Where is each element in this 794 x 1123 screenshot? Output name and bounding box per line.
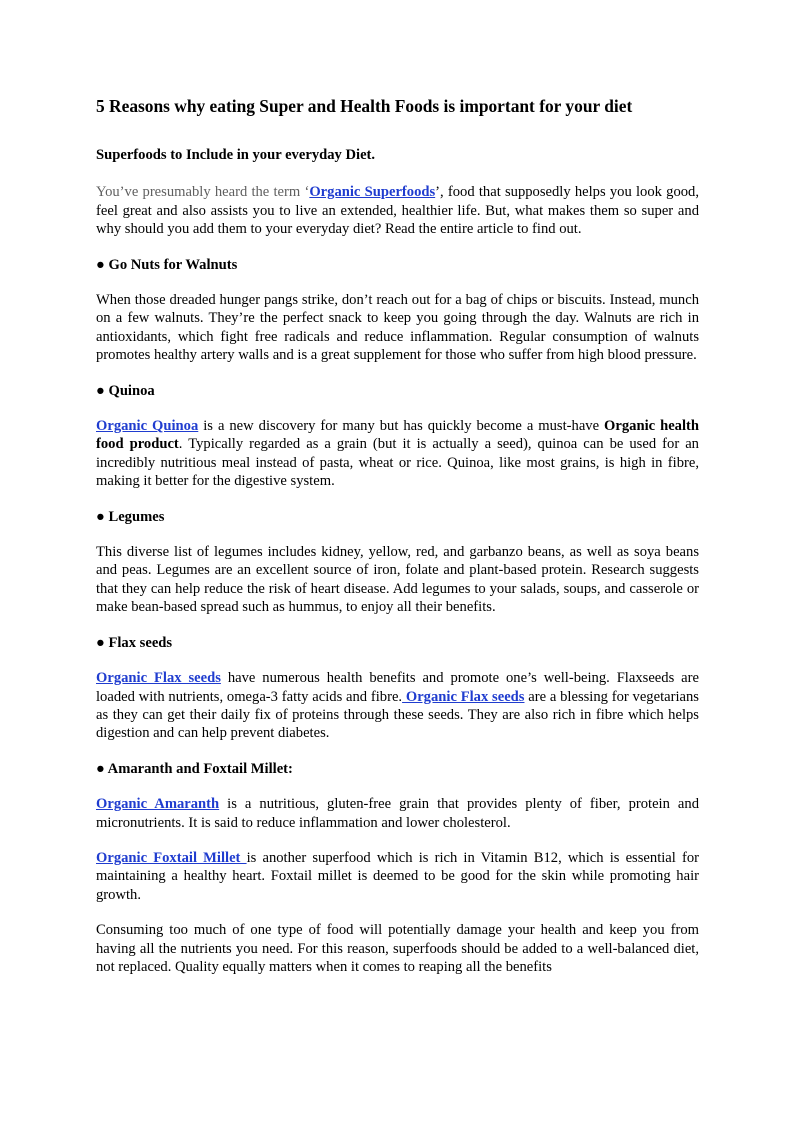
article-title: 5 Reasons why eating Super and Health Foods is important for your diet xyxy=(96,96,633,116)
foxtail-millet-paragraph xyxy=(96,849,699,904)
foxtail-millet-text: is another superfood which is rich in Vitamin B12, which is essential for maintaining a healthy heart. Foxtail millet is deemed to be good for the skin while promoting hair growth. xyxy=(96,849,699,903)
flax-paragraph xyxy=(96,669,699,743)
amaranth-paragraph xyxy=(96,795,699,832)
quinoa-text-2: . Typically regarded as a grain (but it is actually a seed), quinoa can be used for an incredibly nutritious meal instead of pasta, wheat or rice. Quinoa, like most grains, is high in fibre, making it better for the digestive system. xyxy=(96,436,699,490)
organic-flax-seeds-link[interactable]: Organic Flax seeds xyxy=(96,670,221,687)
flax-text-1: have numerous health benefits and promote one’s well-being. Flaxseeds are loaded with nutrients, omega-3 fatty acids and fibre. xyxy=(96,670,699,705)
organic-amaranth-link[interactable]: Organic Amaranth xyxy=(96,796,220,813)
closing-paragraph: Consuming too much of one type of food will potentially damage your health and keep you from having all the nutrients you need. For this reason, superfoods should be added to a well-balanced diet, not replaced. Quality equally matters when it comes to reaping all the benefits xyxy=(96,922,699,975)
quinoa-heading: ● Quinoa xyxy=(96,382,155,399)
organic-superfoods-link[interactable]: Organic Superfoods xyxy=(309,184,436,201)
amaranth-heading: ● Amaranth and Foxtail Millet: xyxy=(96,760,293,777)
quinoa-paragraph xyxy=(96,417,699,491)
walnuts-heading: ● Go Nuts for Walnuts xyxy=(96,256,238,273)
legumes-heading: ● Legumes xyxy=(96,508,165,525)
flax-text-2: are a blessing for vegetarians as they can get their daily fix of proteins through these seeds. They are also rich in fibre which helps digestion and can help prevent diabetes. xyxy=(96,688,699,742)
quinoa-text-1: is a new discovery for many but has quickly become a must-have xyxy=(198,418,605,435)
intro-rest: ’, food that supposedly helps you look good, feel great and also assists you to live an extended, healthier life. But, what makes them so super and why should you add them to your everyday diet? Read the entire article to find out. xyxy=(96,184,699,238)
intro-lead: You’ve presumably heard the term ‘ xyxy=(96,184,310,201)
intro-paragraph xyxy=(96,183,699,238)
flax-heading: ● Flax seeds xyxy=(96,634,173,651)
article-subtitle: Superfoods to Include in your everyday Diet. xyxy=(96,146,376,163)
organic-quinoa-link[interactable]: Organic Quinoa xyxy=(96,418,199,435)
quinoa-bold-text: Organic health food product xyxy=(96,418,700,453)
legumes-paragraph: This diverse list of legumes includes kidney, yellow, red, and garbanzo beans, as well as soya beans and peas. Legumes are an excellent source of iron, folate and plant-based protein. Research suggests that they can help reduce the risk of heart disease. Add legumes to your salads, soups, and casserole or make bean-based spread such as hummus, to enjoy all their benefits. xyxy=(96,544,699,616)
amaranth-text: is a nutritious, gluten-free grain that provides plenty of fiber, protein and micronutrients. It is said to reduce inflammation and lower cholesterol. xyxy=(96,796,699,831)
organic-foxtail-millet-link[interactable]: Organic Foxtail Millet xyxy=(96,849,247,866)
article-body xyxy=(96,96,699,976)
walnuts-paragraph: When those dreaded hunger pangs strike, don’t reach out for a bag of chips or biscuits. Instead, munch on a few walnuts. They’re the perfect snack to keep you going through the day. Walnuts are rich in antioxidants, which fight free radicals and reduce inflammation. Regular consumption of walnuts promotes healthy artery walls and is a great supplement for those who suffer from high blood pressure. xyxy=(96,292,699,364)
organic-flax-seeds-link-2[interactable]: Organic Flax seeds xyxy=(402,688,525,705)
